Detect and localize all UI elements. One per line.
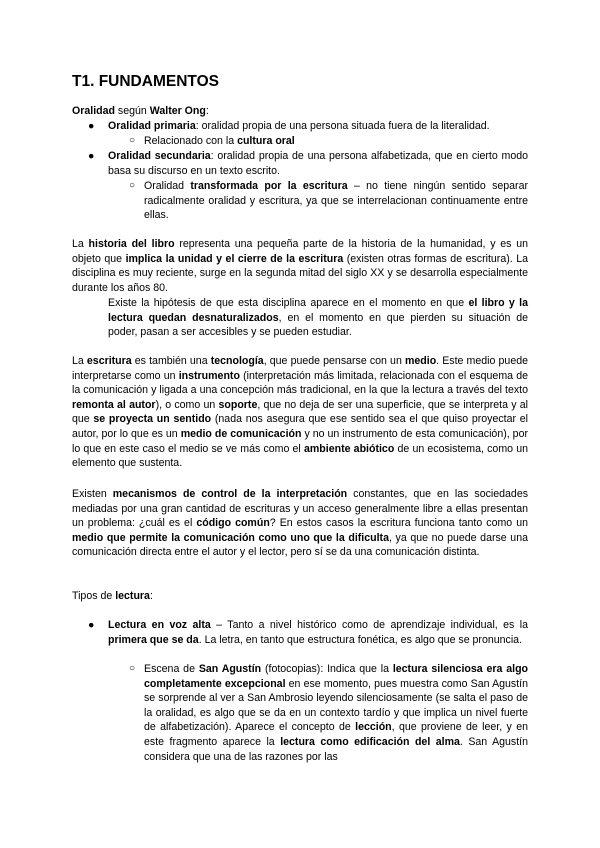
list-item-oralidad-secundaria: Oralidad secundaria: oralidad propia de una persona alfabetizada, que en cierto modo basa su discurso en un texto escrito. [108,150,528,177]
sub-bullet-icon: ○ [129,663,136,674]
paragraph-historia-libro: La historia del libro representa una pequeña parte de la historia de la humanidad, y es un objeto que implica la unidad y el cierre de la escritura (existen otras formas de escritura). La disciplina es muy reciente, surge en la segunda mitad del siglo XX y se desarrolla especialmente durante los años 80. [72,238,528,294]
list-item-oralidad-primaria: Oralidad primaria: oralidad propia de una persona situada fuera de la literalidad. [108,120,490,132]
paragraph-escritura: La escritura es también una tecnología, que puede pensarse con un medio. Este medio puede interpretarse como un instrumento (interpretación más limitada, relacionada con el esquema de la comunicación y ligada a una concepción más tradicional, en la que la lectura a través del texto remonta al autor), o como un soporte, que no deja de ser una superficie, que se interpreta y al que se proyecta un sentido (nada nos asegura que ese sentido sea el que quiso proyectar el autor, por lo que es un medio de comunicación y no un instrumento de esta comunicación), por lo que en este caso el medio se ve más como el ambiente abiótico de un ecosistema, como un elemento que sustenta. [72,355,529,470]
bullet-icon: ● [88,619,95,631]
sub-bullet-icon: ○ [129,180,136,191]
sub-item-cultura-oral: Relacionado con la cultura oral [144,135,295,147]
bullet-icon: ● [88,150,95,162]
paragraph-tipos-lectura: Tipos de lectura: [72,590,153,602]
page-title: T1. FUNDAMENTOS [72,73,219,90]
paragraph-hipotesis: Existe la hipótesis de que esta disciplina aparece en el momento en que el libro y la lectura quedan desnaturalizados, en el momento en que pierden su situación de poder, pasan a ser accesibles y se pueden estudiar. [108,297,528,339]
list-item-lectura-voz-alta: Lectura en voz alta – Tanto a nivel histórico como de aprendizaje individual, es la primera que se da. La letra, en tanto que estructura fonética, es algo que se pronuncia. [108,619,528,646]
sub-item-san-agustin: Escena de San Agustín (fotocopias): Indica que la lectura silenciosa era algo completamente excepcional en ese momento, pues muestra como San Agustín se sorprende al ver a San Ambrosio leyendo silenciosamente (se salta el paso de la oralidad, es algo que se da en un contexto tardío y que implica un nivel fuerte de alfabetización). Aparece el concepto de lección, que proviene de leer, y en este fragmento aparece la lectura como edificación del alma. San Agustín considera que una de las razones por las [144,663,529,763]
sub-item-transformada: Oralidad transformada por la escritura – no tiene ningún sentido separar radicalmente oralidad y escritura, ya que se interrelacionan continuamente entre ellas. [144,180,529,222]
paragraph-mecanismos: Existen mecanismos de control de la interpretación constantes, que en las sociedades mediadas por una gran cantidad de escrituras y un acceso generalmente libre a ellas presentan un problema: ¿cuál es el código común? En estos casos la escritura funciona tanto como un medio que permite la comunicación como uno que la dificulta, ya que no puede darse una comunicación directa entre el autor y el lector, pero sí se da una comunicación distinta. [72,488,529,559]
bullet-icon: ● [88,120,95,132]
paragraph-oralidad: Oralidad según Walter Ong: [72,105,209,117]
sub-bullet-icon: ○ [129,135,136,146]
